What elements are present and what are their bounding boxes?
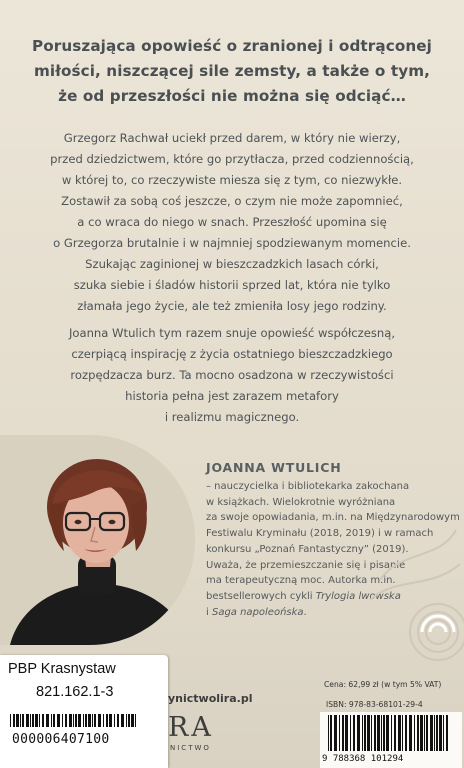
barcode-bar — [350, 715, 351, 751]
barcode-bar — [345, 715, 348, 751]
bio-line: w książkach. Wielokrotnie wyróżniana — [206, 496, 396, 508]
barcode-bar — [128, 714, 130, 727]
barcode-bar — [362, 715, 363, 751]
barcode-bar — [391, 715, 392, 751]
barcode-bar — [394, 715, 396, 751]
library-number: 000006407100 — [12, 732, 110, 747]
synopsis-line: o Grzegorza brutalnie i w najmniej spodziewanym momencie. — [53, 236, 411, 250]
tagline-line: miłości, niszczącej sile zemsty, a także o tym, — [33, 62, 431, 80]
bio-line: Festiwalu Kryminału (2018, 2019) i w ramach — [206, 528, 434, 540]
barcode-bar — [409, 715, 412, 751]
barcode-bar — [103, 714, 104, 727]
barcode-bar — [446, 715, 448, 751]
synopsis-line: złamała jego życie, ale też zmieniła losy jego rodziny. — [77, 299, 387, 313]
barcode-bar — [62, 714, 63, 727]
barcode-bar — [42, 714, 44, 727]
barcode-bar — [439, 715, 442, 751]
price: Cena: 62,99 zł (w tym 5% VAT) — [324, 680, 442, 689]
barcode-bar — [434, 715, 435, 751]
barcode-bar — [106, 714, 108, 727]
barcode-bar — [135, 714, 136, 727]
isbn-digits: 9 788368 101294 — [322, 754, 404, 764]
barcode-bar — [374, 715, 376, 751]
synopsis-line: Zostawił za sobą coś jeszcze, o czym nie może zapomnieć, — [61, 194, 403, 208]
barcode-bar — [109, 714, 112, 727]
series-title: Trylogia lwowska — [315, 590, 401, 602]
bio-text: i — [206, 606, 212, 618]
barcode-bar — [88, 714, 91, 727]
barcode-bar — [414, 715, 415, 751]
description-line: i realizmu magicznego. — [164, 410, 300, 424]
isbn-label: ISBN: 978-83-68101-29-4 — [326, 700, 423, 709]
bio-line: Uważa, że przemieszczanie się i pisanie — [206, 559, 406, 571]
description-line: rozpędzacza burz. Ta mocno osadzona w rzeczywistości — [70, 368, 394, 382]
barcode-bar — [430, 715, 433, 751]
barcode-bar — [30, 714, 31, 727]
tagline-line: Poruszająca opowieść o zranionej i odtrąconej — [31, 37, 432, 55]
barcode-bar — [35, 714, 38, 727]
synopsis-paragraph — [14, 128, 450, 317]
publisher-website: ynictwolira.pl — [168, 692, 253, 705]
publisher-logo: RA — [168, 712, 214, 743]
library-classification: 821.162.1-3 — [36, 684, 114, 700]
barcode-bar — [328, 715, 329, 751]
library-sticker — [0, 655, 168, 768]
tagline-line: że od przeszłości nie można się odciąć… — [58, 87, 406, 105]
barcode-bar — [330, 715, 332, 751]
series-title: Saga napoleońska — [211, 606, 304, 618]
author-photo — [0, 435, 195, 645]
barcode-bar — [10, 714, 11, 727]
bio-text: bestsellerowych cykli — [206, 590, 316, 602]
barcode-bar — [377, 715, 380, 751]
barcode-bar — [386, 715, 389, 751]
barcode-bar — [367, 715, 370, 751]
barcode-bar — [51, 714, 52, 727]
barcode-bar — [65, 714, 67, 727]
barcode-bar — [92, 714, 93, 727]
barcode-bar — [405, 715, 407, 751]
barcode-bar — [83, 714, 84, 727]
barcode-bar — [371, 715, 372, 751]
bio-line: konkursu „Poznań Fantastyczny” (2019). — [206, 543, 409, 555]
barcode-icon — [328, 715, 452, 751]
barcode-bar — [402, 715, 403, 751]
barcode-bar — [126, 714, 127, 727]
barcode-bar — [117, 714, 119, 727]
barcode-bar — [53, 714, 55, 727]
synopsis-line: Szukając zaginionej w bieszczadzkich lasach córki, — [85, 257, 379, 271]
barcode-bar — [443, 715, 444, 751]
barcode-bar — [114, 714, 115, 727]
isbn-barcode — [320, 712, 462, 768]
barcode-bar — [98, 714, 101, 727]
barcode-bar — [436, 715, 438, 751]
bio-line: ma terapeutyczną moc. Autorka m.in. — [206, 575, 396, 587]
bio-line: za swoje opowiadania, m.in. na Międzynarodowym — [206, 512, 460, 524]
bio-line: – nauczycielka i bibliotekarka zakochana — [206, 481, 410, 492]
library-name: PBP Krasnystaw — [8, 661, 116, 677]
barcode-bar — [357, 715, 360, 751]
barcode-bar — [26, 714, 29, 727]
barcode-bar — [381, 715, 382, 751]
library-barcode-icon — [10, 714, 140, 727]
barcode-bar — [342, 715, 344, 751]
description-paragraph — [14, 323, 450, 428]
barcode-bar — [73, 714, 74, 727]
barcode-bar — [85, 714, 87, 727]
barcode-bar — [16, 714, 19, 727]
barcode-bar — [39, 714, 40, 727]
synopsis-line: w której to, co rzeczywiste miesza się z tym, co niezwykłe. — [61, 173, 403, 187]
barcode-bar — [383, 715, 385, 751]
barcode-bar — [131, 714, 134, 727]
barcode-bar — [339, 715, 340, 751]
barcode-bar — [121, 714, 124, 727]
barcode-bar — [22, 714, 24, 727]
barcode-bar — [353, 715, 355, 751]
barcode-bar — [20, 714, 21, 727]
synopsis-line: przed dziedzictwem, które go przytłacza, przed codziennością, — [50, 152, 414, 166]
synopsis-line: szuka siebie i śladów historii sprzed lat, która nie tylko — [73, 278, 391, 292]
publisher-subtitle: NICTWO — [170, 744, 211, 752]
barcode-bar — [364, 715, 366, 751]
barcode-bar — [417, 715, 419, 751]
decorative-swirl-icon — [360, 520, 464, 690]
barcode-bar — [75, 714, 77, 727]
synopsis-line: Grzegorz Rachwał uciekł przed darem, w który nie wierzy, — [63, 131, 401, 145]
barcode-bar — [398, 715, 401, 751]
author-name: JOANNA WTULICH — [206, 460, 342, 475]
barcode-bar — [426, 715, 428, 751]
barcode-bar — [334, 715, 337, 751]
barcode-bar — [32, 714, 34, 727]
barcode-bar — [420, 715, 423, 751]
barcode-bar — [94, 714, 96, 727]
barcode-bar — [57, 714, 60, 727]
bio-text: . — [303, 606, 307, 618]
description-line: czerpiącą inspirację z życia ostatniego bieszczadzkiego — [71, 347, 393, 361]
description-line: historia pełna jest zarazem metafory — [125, 389, 339, 403]
description-line: Joanna Wtulich tym razem snuje opowieść współczesną, — [68, 326, 396, 340]
synopsis-line: a co wraca do niego w snach. Przeszłość upomina się — [77, 215, 387, 229]
barcode-bar — [46, 714, 49, 727]
barcode-bar — [69, 714, 72, 727]
tagline — [22, 34, 442, 109]
barcode-bar — [78, 714, 81, 727]
barcode-bar — [424, 715, 425, 751]
barcode-bar — [13, 714, 15, 727]
